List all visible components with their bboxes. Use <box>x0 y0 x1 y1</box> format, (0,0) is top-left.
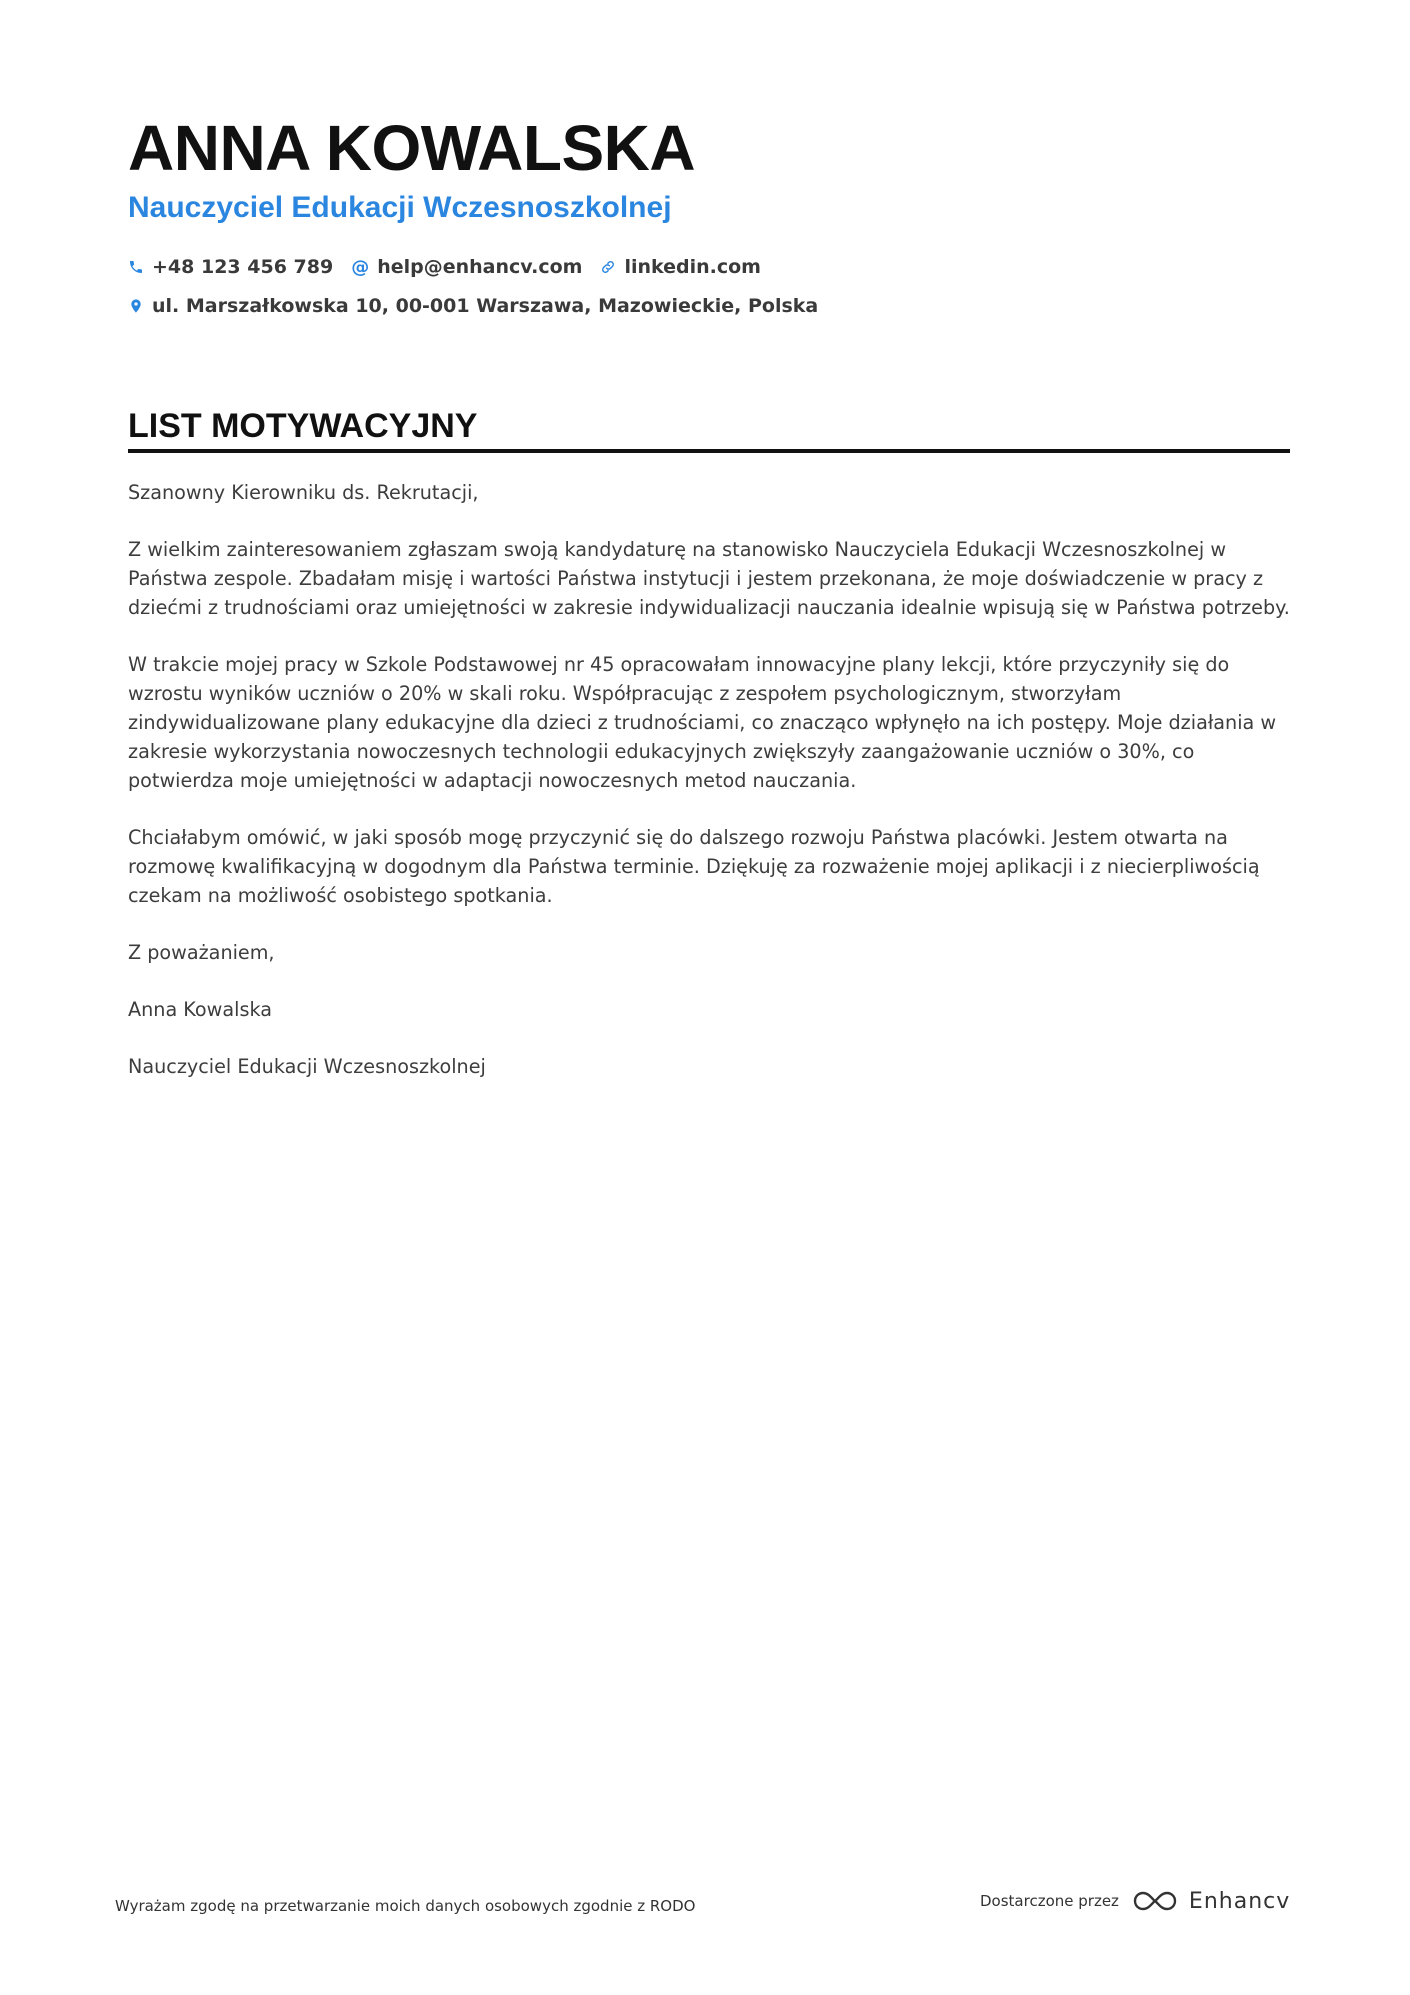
contact-linkedin[interactable] <box>600 256 761 278</box>
phone-text: +48 123 456 789 <box>152 256 334 278</box>
at-icon: @ <box>351 256 370 278</box>
section-divider <box>128 449 1290 453</box>
contact-email[interactable] <box>351 256 582 278</box>
phone-icon <box>128 259 144 275</box>
gdpr-consent: Wyrażam zgodę na przetwarzanie moich danych osobowych zgodnie z RODO <box>115 1897 696 1915</box>
candidate-name: ANNA KOWALSKA <box>128 112 696 184</box>
powered-by[interactable] <box>980 1888 1290 1914</box>
closing: Z poważaniem, <box>128 941 275 964</box>
salutation: Szanowny Kierowniku ds. Rekrutacji, <box>128 481 479 504</box>
section-title: LIST MOTYWACYJNY <box>128 407 478 445</box>
contact-phone <box>128 256 333 278</box>
contact-row-address <box>128 292 836 320</box>
linkedin-text: linkedin.com <box>624 256 761 278</box>
enhancv-logo-icon <box>1131 1888 1179 1914</box>
signature-name: Anna Kowalska <box>128 998 272 1021</box>
brand-name: Enhancv <box>1188 1888 1291 1914</box>
paragraph-1: Z wielkim zainteresowaniem zgłaszam swoją kandydaturę na stanowisko Nauczyciela Edukacji Wczesnoszkolnej w Państwa zespole. Zbadałam misję i wartości Państwa instytucji i jestem przekonana, że moje doświadczenie w pracy z dziećmi z trudnościami oraz umiejętności w zakresie indywidualizacji nauczania idealnie wpisują się w Państwa potrzeby. <box>128 538 1290 619</box>
location-pin-icon <box>128 298 144 314</box>
address-text: ul. Marszałkowska 10, 00-001 Warszawa, Mazowieckie, Polska <box>152 295 819 317</box>
powered-by-label: Dostarczone przez <box>980 1892 1119 1910</box>
letter-body <box>128 478 1298 1109</box>
paragraph-2: W trakcie mojej pracy w Szkole Podstawowej nr 45 opracowałam innowacyjne plany lekcji, które przyczyniły się do wzrostu wyników uczniów o 20% w skali roku. Współpracując z zespołem psychologicznym, stworzyłam zindywidualizowane plany edukacyjne dla dzieci z trudnościami, co znacząco wpłynęło na ich postępy. Moje działania w zakresie wykorzystania nowoczesnych technologii edukacyjnych zwiększyły zaangażowanie uczniów o 30%, co potwierdza moje umiejętności w adaptacji nowoczesnych metod nauczania. <box>128 653 1277 792</box>
contact-address <box>128 295 818 317</box>
job-title: Nauczyciel Edukacji Wczesnoszkolnej <box>128 191 672 224</box>
paragraph-3: Chciałabym omówić, w jaki sposób mogę przyczynić się do dalszego rozwoju Państwa placówki. Jestem otwarta na rozmowę kwalifikacyjną w dogodnym dla Państwa terminie. Dziękuję za rozważenie mojej aplikacji i z niecierpliwością czekam na możliwość osobistego spotkania. <box>128 826 1260 907</box>
contact-row-primary <box>128 253 779 281</box>
email-text: help@enhancv.com <box>377 256 583 278</box>
signature-title: Nauczyciel Edukacji Wczesnoszkolnej <box>128 1055 486 1078</box>
link-icon <box>600 259 616 275</box>
